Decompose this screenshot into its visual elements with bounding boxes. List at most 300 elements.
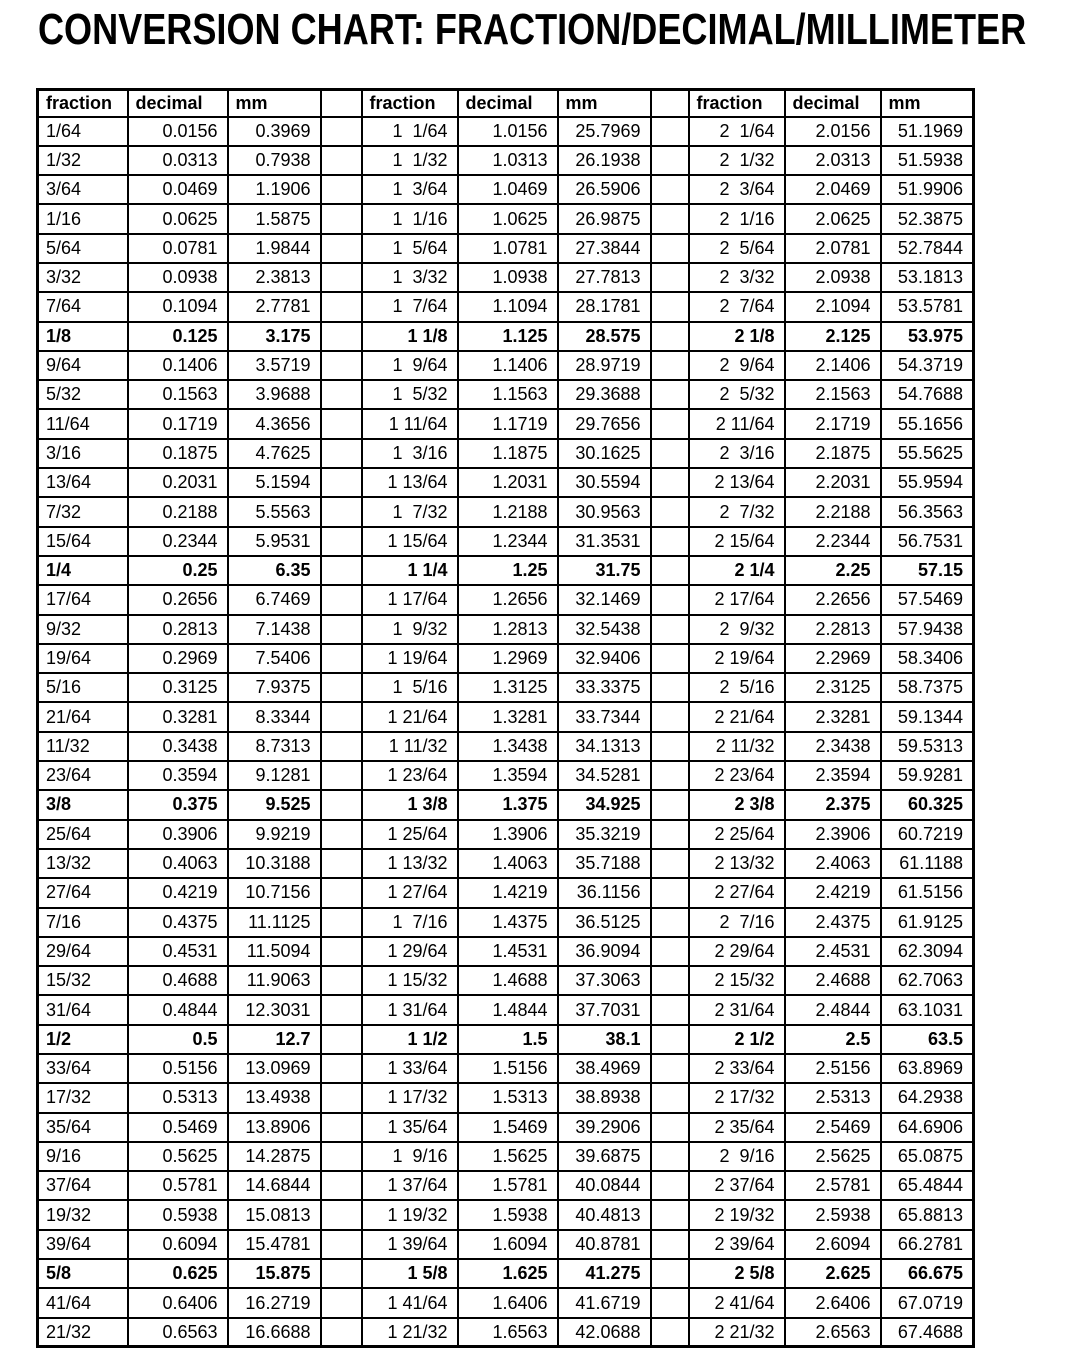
table-row: [38, 1113, 974, 1142]
cell-mm: 5.9531: [228, 527, 321, 556]
cell-mm: 0.7938: [228, 146, 321, 175]
spacer-cell: [651, 351, 689, 380]
cell-fraction: 1 41/64: [362, 1288, 458, 1317]
cell-decimal: 1.6563: [458, 1318, 558, 1347]
table-row: [38, 439, 974, 468]
cell-fraction: 1 35/64: [362, 1113, 458, 1142]
cell-fraction: 1 21/64: [362, 702, 458, 731]
cell-fraction: 1 21/32: [362, 1318, 458, 1347]
cell-decimal: 2.0156: [785, 117, 881, 146]
cell-fraction: 41/64: [38, 1288, 128, 1317]
cell-decimal: 2.2188: [785, 497, 881, 526]
cell-fraction: 33/64: [38, 1054, 128, 1083]
cell-decimal: 2.1875: [785, 439, 881, 468]
cell-mm: 62.3094: [881, 937, 974, 966]
cell-mm: 59.9281: [881, 761, 974, 790]
cell-mm: 3.5719: [228, 351, 321, 380]
cell-mm: 7.1438: [228, 615, 321, 644]
cell-decimal: 1.5: [458, 1025, 558, 1054]
cell-mm: 55.1656: [881, 409, 974, 438]
cell-fraction: 1 19/32: [362, 1200, 458, 1229]
cell-mm: 27.7813: [558, 263, 651, 292]
cell-decimal: 1.25: [458, 556, 558, 585]
cell-mm: 7.9375: [228, 673, 321, 702]
spacer-cell: [321, 497, 362, 526]
spacer-cell: [321, 702, 362, 731]
cell-fraction: 2 1/16: [689, 204, 785, 233]
cell-mm: 0.3969: [228, 117, 321, 146]
table-row: [38, 1142, 974, 1171]
spacer-cell: [651, 1083, 689, 1112]
table-row: [38, 849, 974, 878]
cell-mm: 55.9594: [881, 468, 974, 497]
cell-mm: 28.9719: [558, 351, 651, 380]
cell-decimal: 1.0156: [458, 117, 558, 146]
cell-mm: 51.5938: [881, 146, 974, 175]
cell-fraction: 3/16: [38, 439, 128, 468]
table-row: [38, 1171, 974, 1200]
cell-fraction: 2 33/64: [689, 1054, 785, 1083]
cell-decimal: 1.125: [458, 322, 558, 351]
cell-fraction: 9/64: [38, 351, 128, 380]
cell-decimal: 0.0781: [128, 234, 228, 263]
column-header-mm: mm: [558, 90, 651, 117]
cell-fraction: 1 1/2: [362, 1025, 458, 1054]
cell-fraction: 39/64: [38, 1230, 128, 1259]
table-row: [38, 351, 974, 380]
cell-fraction: 35/64: [38, 1113, 128, 1142]
cell-fraction: 13/32: [38, 849, 128, 878]
spacer-cell: [651, 175, 689, 204]
cell-decimal: 2.5: [785, 1025, 881, 1054]
cell-fraction: 23/64: [38, 761, 128, 790]
cell-decimal: 2.5313: [785, 1083, 881, 1112]
cell-decimal: 1.2969: [458, 644, 558, 673]
spacer-cell: [651, 1288, 689, 1317]
cell-decimal: 0.3906: [128, 820, 228, 849]
cell-decimal: 1.2656: [458, 585, 558, 614]
cell-decimal: 1.2813: [458, 615, 558, 644]
spacer-cell: [321, 1113, 362, 1142]
cell-fraction: 7/64: [38, 292, 128, 321]
cell-decimal: 2.375: [785, 790, 881, 819]
cell-decimal: 1.2188: [458, 497, 558, 526]
table-row: [38, 820, 974, 849]
cell-fraction: 1 9/32: [362, 615, 458, 644]
cell-fraction: 9/32: [38, 615, 128, 644]
table-row: [38, 497, 974, 526]
cell-decimal: 0.4688: [128, 966, 228, 995]
spacer-cell: [651, 556, 689, 585]
spacer-cell: [651, 908, 689, 937]
cell-decimal: 1.4375: [458, 908, 558, 937]
cell-decimal: 0.6406: [128, 1288, 228, 1317]
cell-decimal: 0.4844: [128, 995, 228, 1024]
cell-decimal: 2.5156: [785, 1054, 881, 1083]
spacer-cell: [321, 966, 362, 995]
cell-mm: 40.8781: [558, 1230, 651, 1259]
table-row: [38, 761, 974, 790]
cell-mm: 41.6719: [558, 1288, 651, 1317]
cell-mm: 2.7781: [228, 292, 321, 321]
spacer-cell: [321, 322, 362, 351]
cell-fraction: 2 11/64: [689, 409, 785, 438]
cell-mm: 11.5094: [228, 937, 321, 966]
cell-fraction: 1 31/64: [362, 995, 458, 1024]
cell-decimal: 1.1875: [458, 439, 558, 468]
cell-mm: 14.6844: [228, 1171, 321, 1200]
cell-mm: 61.1188: [881, 849, 974, 878]
cell-mm: 11.9063: [228, 966, 321, 995]
cell-decimal: 2.4688: [785, 966, 881, 995]
cell-fraction: 31/64: [38, 995, 128, 1024]
cell-decimal: 0.3594: [128, 761, 228, 790]
table-row: [38, 702, 974, 731]
cell-mm: 9.9219: [228, 820, 321, 849]
cell-mm: 59.1344: [881, 702, 974, 731]
cell-fraction: 2 9/64: [689, 351, 785, 380]
cell-mm: 29.7656: [558, 409, 651, 438]
cell-decimal: 2.25: [785, 556, 881, 585]
cell-mm: 13.8906: [228, 1113, 321, 1142]
cell-mm: 10.7156: [228, 878, 321, 907]
spacer-cell: [321, 234, 362, 263]
cell-mm: 67.4688: [881, 1318, 974, 1347]
cell-decimal: 0.375: [128, 790, 228, 819]
cell-decimal: 0.1875: [128, 439, 228, 468]
cell-decimal: 1.4688: [458, 966, 558, 995]
cell-mm: 14.2875: [228, 1142, 321, 1171]
cell-fraction: 1 3/32: [362, 263, 458, 292]
cell-fraction: 2 17/32: [689, 1083, 785, 1112]
cell-fraction: 1 15/64: [362, 527, 458, 556]
cell-decimal: 2.3281: [785, 702, 881, 731]
table-row: [38, 732, 974, 761]
spacer-cell: [321, 439, 362, 468]
table-row: [38, 292, 974, 321]
cell-mm: 15.875: [228, 1259, 321, 1288]
cell-decimal: 0.25: [128, 556, 228, 585]
spacer-cell: [321, 644, 362, 673]
cell-decimal: 1.375: [458, 790, 558, 819]
cell-fraction: 1 7/32: [362, 497, 458, 526]
cell-fraction: 1 3/16: [362, 439, 458, 468]
cell-mm: 31.75: [558, 556, 651, 585]
table-row: [38, 1288, 974, 1317]
spacer-cell: [651, 527, 689, 556]
spacer-cell: [321, 673, 362, 702]
spacer-cell: [651, 1025, 689, 1054]
cell-mm: 57.5469: [881, 585, 974, 614]
cell-fraction: 1 33/64: [362, 1054, 458, 1083]
spacer-cell: [651, 1142, 689, 1171]
spacer-cell: [321, 351, 362, 380]
header-row: [38, 90, 974, 117]
cell-decimal: 0.2188: [128, 497, 228, 526]
cell-decimal: 1.0469: [458, 175, 558, 204]
spacer-cell: [651, 1200, 689, 1229]
spacer-cell: [651, 615, 689, 644]
cell-fraction: 2 21/64: [689, 702, 785, 731]
cell-decimal: 0.0625: [128, 204, 228, 233]
cell-decimal: 1.4844: [458, 995, 558, 1024]
spacer-cell: [321, 1230, 362, 1259]
table-row: [38, 1259, 974, 1288]
cell-fraction: 1 7/64: [362, 292, 458, 321]
cell-mm: 58.7375: [881, 673, 974, 702]
spacer-cell: [651, 849, 689, 878]
cell-mm: 63.5: [881, 1025, 974, 1054]
cell-decimal: 0.0156: [128, 117, 228, 146]
table-row: [38, 175, 974, 204]
cell-fraction: 2 5/32: [689, 380, 785, 409]
cell-mm: 27.3844: [558, 234, 651, 263]
cell-fraction: 1 17/32: [362, 1083, 458, 1112]
spacer-cell: [651, 409, 689, 438]
cell-fraction: 1 19/64: [362, 644, 458, 673]
table-header: [38, 90, 974, 117]
cell-mm: 1.9844: [228, 234, 321, 263]
cell-decimal: 0.0313: [128, 146, 228, 175]
cell-decimal: 0.1406: [128, 351, 228, 380]
cell-mm: 38.8938: [558, 1083, 651, 1112]
cell-fraction: 27/64: [38, 878, 128, 907]
cell-fraction: 1 11/32: [362, 732, 458, 761]
spacer-cell: [651, 204, 689, 233]
cell-mm: 31.3531: [558, 527, 651, 556]
cell-fraction: 15/64: [38, 527, 128, 556]
cell-fraction: 2 35/64: [689, 1113, 785, 1142]
cell-fraction: 1/8: [38, 322, 128, 351]
cell-fraction: 1 37/64: [362, 1171, 458, 1200]
table-row: [38, 937, 974, 966]
cell-decimal: 2.2813: [785, 615, 881, 644]
cell-mm: 57.9438: [881, 615, 974, 644]
cell-decimal: 2.6406: [785, 1288, 881, 1317]
spacer-cell: [321, 585, 362, 614]
cell-mm: 56.7531: [881, 527, 974, 556]
spacer-cell: [321, 615, 362, 644]
cell-fraction: 2 29/64: [689, 937, 785, 966]
cell-mm: 63.1031: [881, 995, 974, 1024]
spacer-cell: [321, 1054, 362, 1083]
cell-mm: 35.7188: [558, 849, 651, 878]
cell-fraction: 2 3/32: [689, 263, 785, 292]
cell-mm: 59.5313: [881, 732, 974, 761]
cell-mm: 54.3719: [881, 351, 974, 380]
cell-mm: 67.0719: [881, 1288, 974, 1317]
column-header-fraction: fraction: [362, 90, 458, 117]
cell-fraction: 3/32: [38, 263, 128, 292]
table-row: [38, 468, 974, 497]
cell-decimal: 1.5938: [458, 1200, 558, 1229]
cell-mm: 6.7469: [228, 585, 321, 614]
cell-mm: 29.3688: [558, 380, 651, 409]
cell-fraction: 1 39/64: [362, 1230, 458, 1259]
spacer-header: [321, 90, 362, 117]
cell-decimal: 2.125: [785, 322, 881, 351]
cell-decimal: 0.5: [128, 1025, 228, 1054]
cell-mm: 13.4938: [228, 1083, 321, 1112]
cell-fraction: 2 3/64: [689, 175, 785, 204]
cell-fraction: 2 15/64: [689, 527, 785, 556]
spacer-cell: [321, 1083, 362, 1112]
cell-decimal: 1.0625: [458, 204, 558, 233]
cell-fraction: 2 7/32: [689, 497, 785, 526]
cell-decimal: 1.3906: [458, 820, 558, 849]
cell-mm: 32.1469: [558, 585, 651, 614]
cell-mm: 37.3063: [558, 966, 651, 995]
cell-decimal: 0.2969: [128, 644, 228, 673]
cell-mm: 64.6906: [881, 1113, 974, 1142]
conversion-table: [36, 88, 975, 1348]
cell-fraction: 1 5/32: [362, 380, 458, 409]
cell-decimal: 2.3125: [785, 673, 881, 702]
cell-decimal: 1.5781: [458, 1171, 558, 1200]
cell-mm: 65.4844: [881, 1171, 974, 1200]
table-row: [38, 380, 974, 409]
cell-fraction: 2 5/64: [689, 234, 785, 263]
cell-mm: 66.675: [881, 1259, 974, 1288]
spacer-cell: [321, 790, 362, 819]
cell-decimal: 2.4063: [785, 849, 881, 878]
table-row: [38, 322, 974, 351]
cell-decimal: 2.5469: [785, 1113, 881, 1142]
cell-mm: 30.9563: [558, 497, 651, 526]
cell-mm: 28.1781: [558, 292, 651, 321]
cell-mm: 8.7313: [228, 732, 321, 761]
column-header-mm: mm: [228, 90, 321, 117]
cell-mm: 58.3406: [881, 644, 974, 673]
cell-decimal: 0.5625: [128, 1142, 228, 1171]
cell-mm: 6.35: [228, 556, 321, 585]
cell-fraction: 1 3/64: [362, 175, 458, 204]
cell-mm: 16.2719: [228, 1288, 321, 1317]
spacer-cell: [321, 556, 362, 585]
cell-decimal: 2.2031: [785, 468, 881, 497]
cell-mm: 13.0969: [228, 1054, 321, 1083]
spacer-cell: [651, 966, 689, 995]
cell-fraction: 2 27/64: [689, 878, 785, 907]
cell-decimal: 0.1719: [128, 409, 228, 438]
cell-fraction: 2 13/64: [689, 468, 785, 497]
cell-decimal: 2.1563: [785, 380, 881, 409]
cell-fraction: 2 39/64: [689, 1230, 785, 1259]
cell-decimal: 2.3438: [785, 732, 881, 761]
cell-fraction: 2 17/64: [689, 585, 785, 614]
cell-decimal: 2.2969: [785, 644, 881, 673]
table-row: [38, 117, 974, 146]
cell-fraction: 29/64: [38, 937, 128, 966]
spacer-cell: [651, 380, 689, 409]
cell-mm: 39.2906: [558, 1113, 651, 1142]
cell-fraction: 2 37/64: [689, 1171, 785, 1200]
spacer-cell: [651, 263, 689, 292]
cell-mm: 10.3188: [228, 849, 321, 878]
spacer-cell: [651, 1171, 689, 1200]
cell-decimal: 0.125: [128, 322, 228, 351]
table-row: [38, 615, 974, 644]
column-header-mm: mm: [881, 90, 974, 117]
cell-fraction: 1 1/4: [362, 556, 458, 585]
cell-decimal: 2.0469: [785, 175, 881, 204]
spacer-cell: [651, 937, 689, 966]
cell-fraction: 2 9/32: [689, 615, 785, 644]
cell-decimal: 2.0313: [785, 146, 881, 175]
cell-mm: 34.925: [558, 790, 651, 819]
cell-fraction: 1/32: [38, 146, 128, 175]
table-row: [38, 204, 974, 233]
cell-mm: 26.9875: [558, 204, 651, 233]
cell-fraction: 11/64: [38, 409, 128, 438]
cell-mm: 34.1313: [558, 732, 651, 761]
cell-fraction: 13/64: [38, 468, 128, 497]
cell-mm: 61.5156: [881, 878, 974, 907]
cell-fraction: 2 1/4: [689, 556, 785, 585]
cell-mm: 56.3563: [881, 497, 974, 526]
cell-fraction: 2 1/2: [689, 1025, 785, 1054]
cell-decimal: 0.6563: [128, 1318, 228, 1347]
cell-mm: 36.9094: [558, 937, 651, 966]
cell-mm: 61.9125: [881, 908, 974, 937]
cell-fraction: 1/2: [38, 1025, 128, 1054]
cell-fraction: 2 13/32: [689, 849, 785, 878]
cell-mm: 35.3219: [558, 820, 651, 849]
cell-fraction: 1 3/8: [362, 790, 458, 819]
cell-mm: 40.0844: [558, 1171, 651, 1200]
cell-decimal: 0.6094: [128, 1230, 228, 1259]
cell-fraction: 21/64: [38, 702, 128, 731]
cell-decimal: 0.5469: [128, 1113, 228, 1142]
cell-mm: 53.1813: [881, 263, 974, 292]
spacer-cell: [651, 878, 689, 907]
cell-decimal: 1.3125: [458, 673, 558, 702]
spacer-cell: [651, 585, 689, 614]
cell-mm: 11.1125: [228, 908, 321, 937]
table-row: [38, 234, 974, 263]
cell-mm: 32.5438: [558, 615, 651, 644]
cell-decimal: 1.2031: [458, 468, 558, 497]
cell-mm: 39.6875: [558, 1142, 651, 1171]
table-row: [38, 1025, 974, 1054]
cell-fraction: 1 25/64: [362, 820, 458, 849]
cell-fraction: 2 23/64: [689, 761, 785, 790]
cell-fraction: 1 9/64: [362, 351, 458, 380]
cell-fraction: 15/32: [38, 966, 128, 995]
spacer-cell: [651, 790, 689, 819]
cell-decimal: 2.1719: [785, 409, 881, 438]
cell-mm: 12.3031: [228, 995, 321, 1024]
cell-decimal: 0.5781: [128, 1171, 228, 1200]
cell-fraction: 2 7/16: [689, 908, 785, 937]
cell-mm: 53.975: [881, 322, 974, 351]
cell-decimal: 2.625: [785, 1259, 881, 1288]
cell-decimal: 1.0781: [458, 234, 558, 263]
cell-mm: 26.5906: [558, 175, 651, 204]
cell-mm: 66.2781: [881, 1230, 974, 1259]
cell-fraction: 2 3/8: [689, 790, 785, 819]
cell-fraction: 2 21/32: [689, 1318, 785, 1347]
cell-decimal: 1.5313: [458, 1083, 558, 1112]
spacer-cell: [321, 1318, 362, 1347]
cell-fraction: 1 5/8: [362, 1259, 458, 1288]
cell-fraction: 7/16: [38, 908, 128, 937]
cell-decimal: 0.2813: [128, 615, 228, 644]
cell-decimal: 2.0938: [785, 263, 881, 292]
cell-mm: 1.5875: [228, 204, 321, 233]
cell-decimal: 0.0469: [128, 175, 228, 204]
cell-decimal: 0.0938: [128, 263, 228, 292]
